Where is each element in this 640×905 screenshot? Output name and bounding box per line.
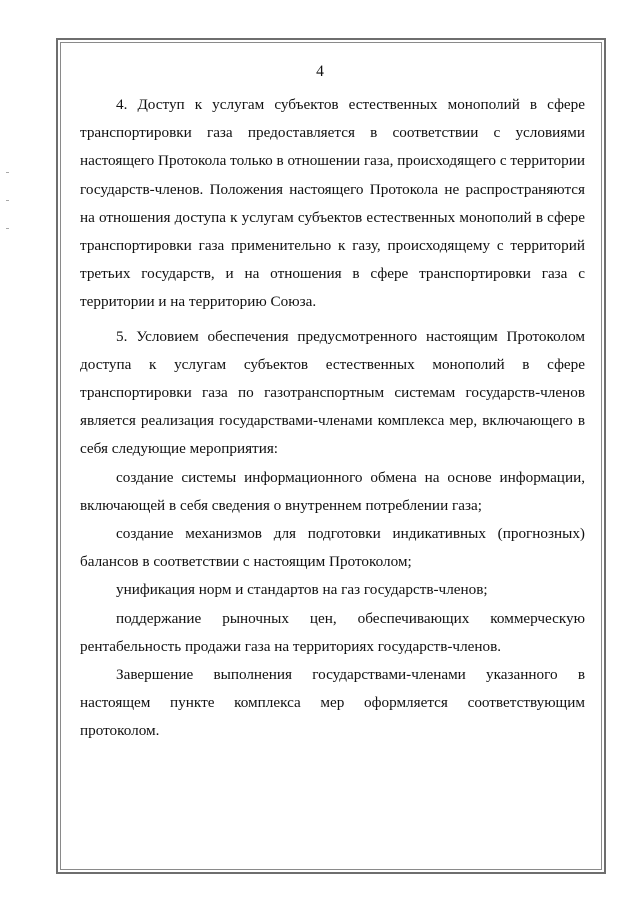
list-item-information-exchange: создание системы информационного обмена на основе информации, включающей в себя сведения о внутреннем потреблении газа;: [80, 468, 585, 514]
page-number: 4: [316, 63, 324, 80]
list-item-standards-unification: унификация норм и стандартов на газ государств-членов;: [116, 581, 488, 599]
margin-mark: [6, 172, 9, 173]
document-body: [80, 91, 585, 746]
margin-mark: [6, 228, 9, 229]
paragraph-clause-4: 4. Доступ к услугам субъектов естественных монополий в сфере транспортировки газа предоставляется в соответствии с условиями настоящего Протокола только в отношении газа, происходящего с территории государств-членов. Положения настоящего Протокола не распространяются на отношения доступа к услугам субъектов естественных монополий в сфере транспортировки газа применительно к газу, происходящему с территорий третьих государств, и на отношения в сфере транспортировки газа с территории и на территорию Союза.: [80, 96, 585, 311]
paragraph-completion: Завершение выполнения государствами-членами указанного в настоящем пункте комплекса мер оформляется соответствующим протоколом.: [80, 666, 585, 740]
margin-mark: [6, 200, 9, 201]
list-item-market-prices: поддержание рыночных цен, обеспечивающих коммерческую рентабельность продажи газа на территориях государств-членов.: [80, 609, 585, 655]
list-item-indicative-balances: создание механизмов для подготовки индикативных (прогнозных) балансов в соответствии с настоящим Протоколом;: [80, 525, 585, 571]
paragraph-clause-5: 5. Условием обеспечения предусмотренного настоящим Протоколом доступа к услугам субъектов естественных монополий в сфере транспортировки газа по газотранспортным системам государств-членов является реализация государствами-членами комплекса мер, включающего в себя следующие мероприятия:: [80, 327, 585, 458]
